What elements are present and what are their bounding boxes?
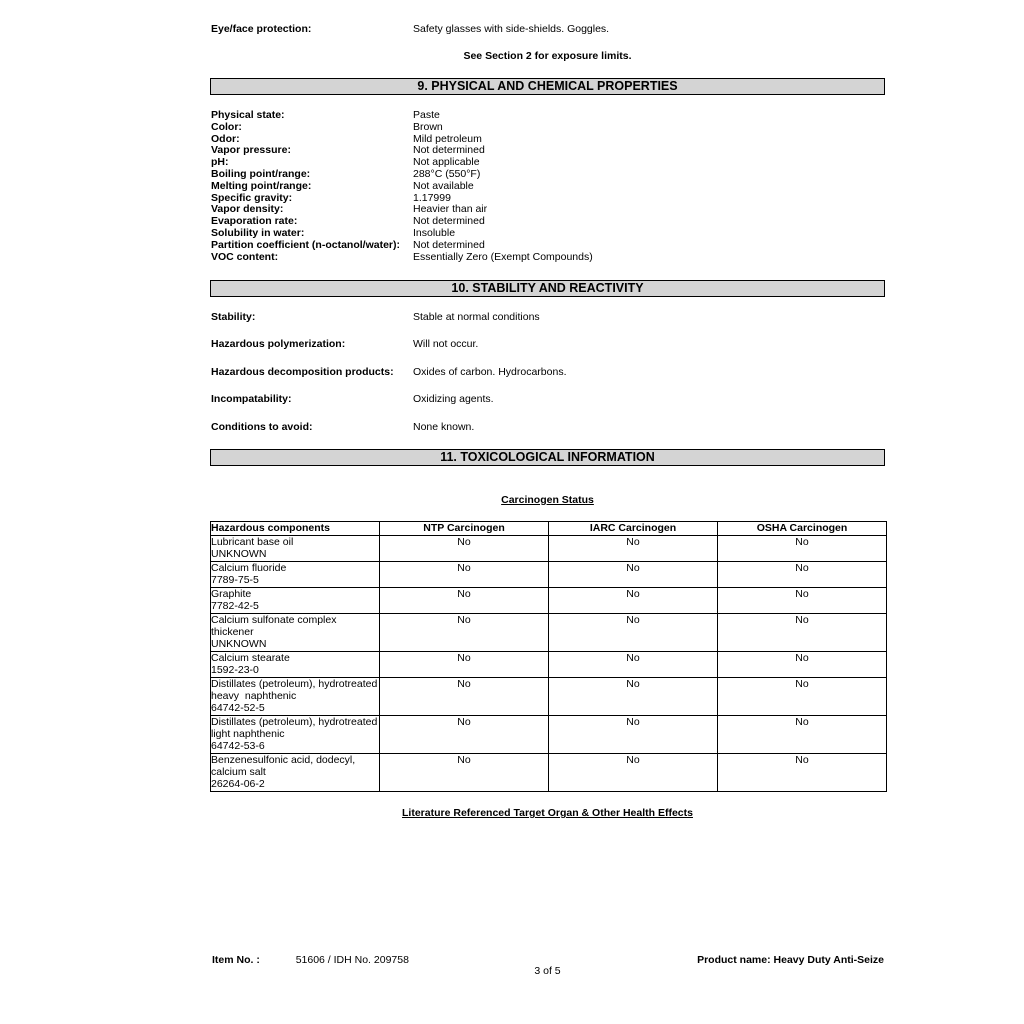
col-header-components: Hazardous components <box>211 522 380 536</box>
literature-heading: Literature Referenced Target Organ & Other Health Effects <box>402 807 693 819</box>
component-cell <box>211 562 380 588</box>
property-label: Physical state: <box>211 109 285 121</box>
eye-protection-row <box>211 23 886 36</box>
property-label: Conditions to avoid: <box>211 420 313 433</box>
table-row <box>211 754 887 792</box>
property-label: pH: <box>211 156 229 169</box>
component-line: thickener <box>211 626 254 638</box>
component-line: 64742-53-6 <box>211 740 265 752</box>
osha-cell: No <box>718 614 887 652</box>
ntp-cell: No <box>380 562 549 588</box>
component-line: Calcium sulfonate complex <box>211 614 337 626</box>
property-row <box>211 421 886 434</box>
property-row <box>211 393 886 406</box>
component-cell <box>211 614 380 652</box>
ntp-cell: No <box>380 678 549 716</box>
property-label: Color: <box>211 120 242 133</box>
component-line: 7782-42-5 <box>211 600 259 612</box>
property-value: Paste <box>413 109 440 121</box>
component-cell <box>211 754 380 792</box>
table-row <box>211 716 887 754</box>
property-row <box>211 311 886 324</box>
property-label: Boiling point/range: <box>211 168 311 180</box>
component-line: heavy naphthenic <box>211 690 297 702</box>
property-label: Specific gravity: <box>211 191 293 204</box>
property-label: Evaporation rate: <box>211 215 298 228</box>
component-line: Benzenesulfonic acid, dodecyl, <box>211 754 356 766</box>
iarc-cell: No <box>549 614 718 652</box>
ntp-cell: No <box>380 754 549 792</box>
property-label: Incompatability: <box>211 393 292 406</box>
property-value: Insoluble <box>413 227 456 239</box>
table-row <box>211 614 887 652</box>
component-cell <box>211 716 380 754</box>
property-label: Hazardous decomposition products: <box>211 365 394 378</box>
component-line: 7789-75-5 <box>211 574 259 586</box>
property-value: Mild petroleum <box>413 132 482 145</box>
eye-protection-label: Eye/face protection: <box>211 23 312 35</box>
osha-cell: No <box>718 588 887 614</box>
osha-cell: No <box>718 652 887 678</box>
property-value: Not applicable <box>413 156 480 169</box>
ntp-cell: No <box>380 614 549 652</box>
property-value: Oxides of carbon. Hydrocarbons. <box>413 365 567 378</box>
property-row <box>211 366 886 379</box>
iarc-cell: No <box>549 716 718 754</box>
osha-cell: No <box>718 678 887 716</box>
component-line: UNKNOWN <box>211 638 267 650</box>
property-label: Partition coefficient (n-octanol/water): <box>211 238 401 251</box>
iarc-cell: No <box>549 652 718 678</box>
carcinogen-table <box>210 521 887 792</box>
col-header-ntp: NTP Carcinogen <box>380 522 549 536</box>
carcinogen-table-header <box>211 522 887 536</box>
property-row <box>211 251 886 264</box>
component-line: UNKNOWN <box>211 548 267 560</box>
ntp-cell: No <box>380 652 549 678</box>
table-row <box>211 652 887 678</box>
footer-product-name: Product name: Heavy Duty Anti-Seize <box>697 954 884 966</box>
iarc-cell: No <box>549 588 718 614</box>
iarc-cell: No <box>549 678 718 716</box>
component-line: Calcium stearate <box>211 652 290 664</box>
property-value: Not available <box>413 179 474 192</box>
property-label: Melting point/range: <box>211 179 312 192</box>
component-cell <box>211 588 380 614</box>
property-value: Not determined <box>413 238 485 251</box>
component-cell <box>211 652 380 678</box>
property-row <box>211 338 886 351</box>
eye-protection-value: Safety glasses with side-shields. Goggles. <box>413 23 610 35</box>
property-value: Essentially Zero (Exempt Compounds) <box>413 250 593 263</box>
osha-cell: No <box>718 536 887 562</box>
property-label: Solubility in water: <box>211 227 305 239</box>
property-value: None known. <box>413 420 475 433</box>
ntp-cell: No <box>380 716 549 754</box>
property-value: Not determined <box>413 144 485 157</box>
table-row <box>211 678 887 716</box>
property-label: Odor: <box>211 132 240 145</box>
carcinogen-status-heading: Carcinogen Status <box>501 494 594 506</box>
page-number: 3 of 5 <box>534 965 561 977</box>
component-line: calcium salt <box>211 766 266 778</box>
ntp-cell: No <box>380 536 549 562</box>
component-cell <box>211 536 380 562</box>
iarc-cell: No <box>549 562 718 588</box>
table-row <box>211 562 887 588</box>
component-line: Calcium fluoride <box>211 562 287 574</box>
col-header-osha: OSHA Carcinogen <box>718 522 887 536</box>
component-line: light naphthenic <box>211 728 285 740</box>
component-line: 26264-06-2 <box>211 778 265 790</box>
property-label: Stability: <box>211 311 256 323</box>
component-line: 1592-23-0 <box>211 664 259 676</box>
osha-cell: No <box>718 754 887 792</box>
table-row <box>211 588 887 614</box>
table-row <box>211 536 887 562</box>
iarc-cell: No <box>549 536 718 562</box>
component-cell <box>211 678 380 716</box>
ntp-cell: No <box>380 588 549 614</box>
component-line: 64742-52-5 <box>211 702 265 714</box>
section-10-header: 10. STABILITY AND REACTIVITY <box>210 280 885 297</box>
component-line: Lubricant base oil <box>211 536 294 548</box>
component-line: Distillates (petroleum), hydrotreated <box>211 678 378 690</box>
property-value: Oxidizing agents. <box>413 393 494 406</box>
osha-cell: No <box>718 562 887 588</box>
property-value: Brown <box>413 120 443 133</box>
section-9-header: 9. PHYSICAL AND CHEMICAL PROPERTIES <box>210 78 885 95</box>
section-11-header: 11. TOXICOLOGICAL INFORMATION <box>210 449 885 466</box>
osha-cell: No <box>718 716 887 754</box>
property-label: Vapor pressure: <box>211 144 291 157</box>
property-label: Vapor density: <box>211 203 284 216</box>
item-number-value: 51606 / IDH No. 209758 <box>295 954 409 966</box>
property-value: 288°C (550°F) <box>413 168 481 180</box>
property-value: Not determined <box>413 215 485 228</box>
property-label: VOC content: <box>211 250 279 263</box>
component-line: Graphite <box>211 588 252 600</box>
property-value: Stable at normal conditions <box>413 311 540 323</box>
item-number-label: Item No. : <box>212 954 260 966</box>
property-value: 1.17999 <box>413 191 451 204</box>
property-value: Will not occur. <box>413 338 479 351</box>
property-label: Hazardous polymerization: <box>211 338 346 351</box>
col-header-iarc: IARC Carcinogen <box>549 522 718 536</box>
component-line: Distillates (petroleum), hydrotreated <box>211 716 378 728</box>
exposure-note: See Section 2 for exposure limits. <box>463 50 632 62</box>
iarc-cell: No <box>549 754 718 792</box>
property-value: Heavier than air <box>413 203 488 216</box>
